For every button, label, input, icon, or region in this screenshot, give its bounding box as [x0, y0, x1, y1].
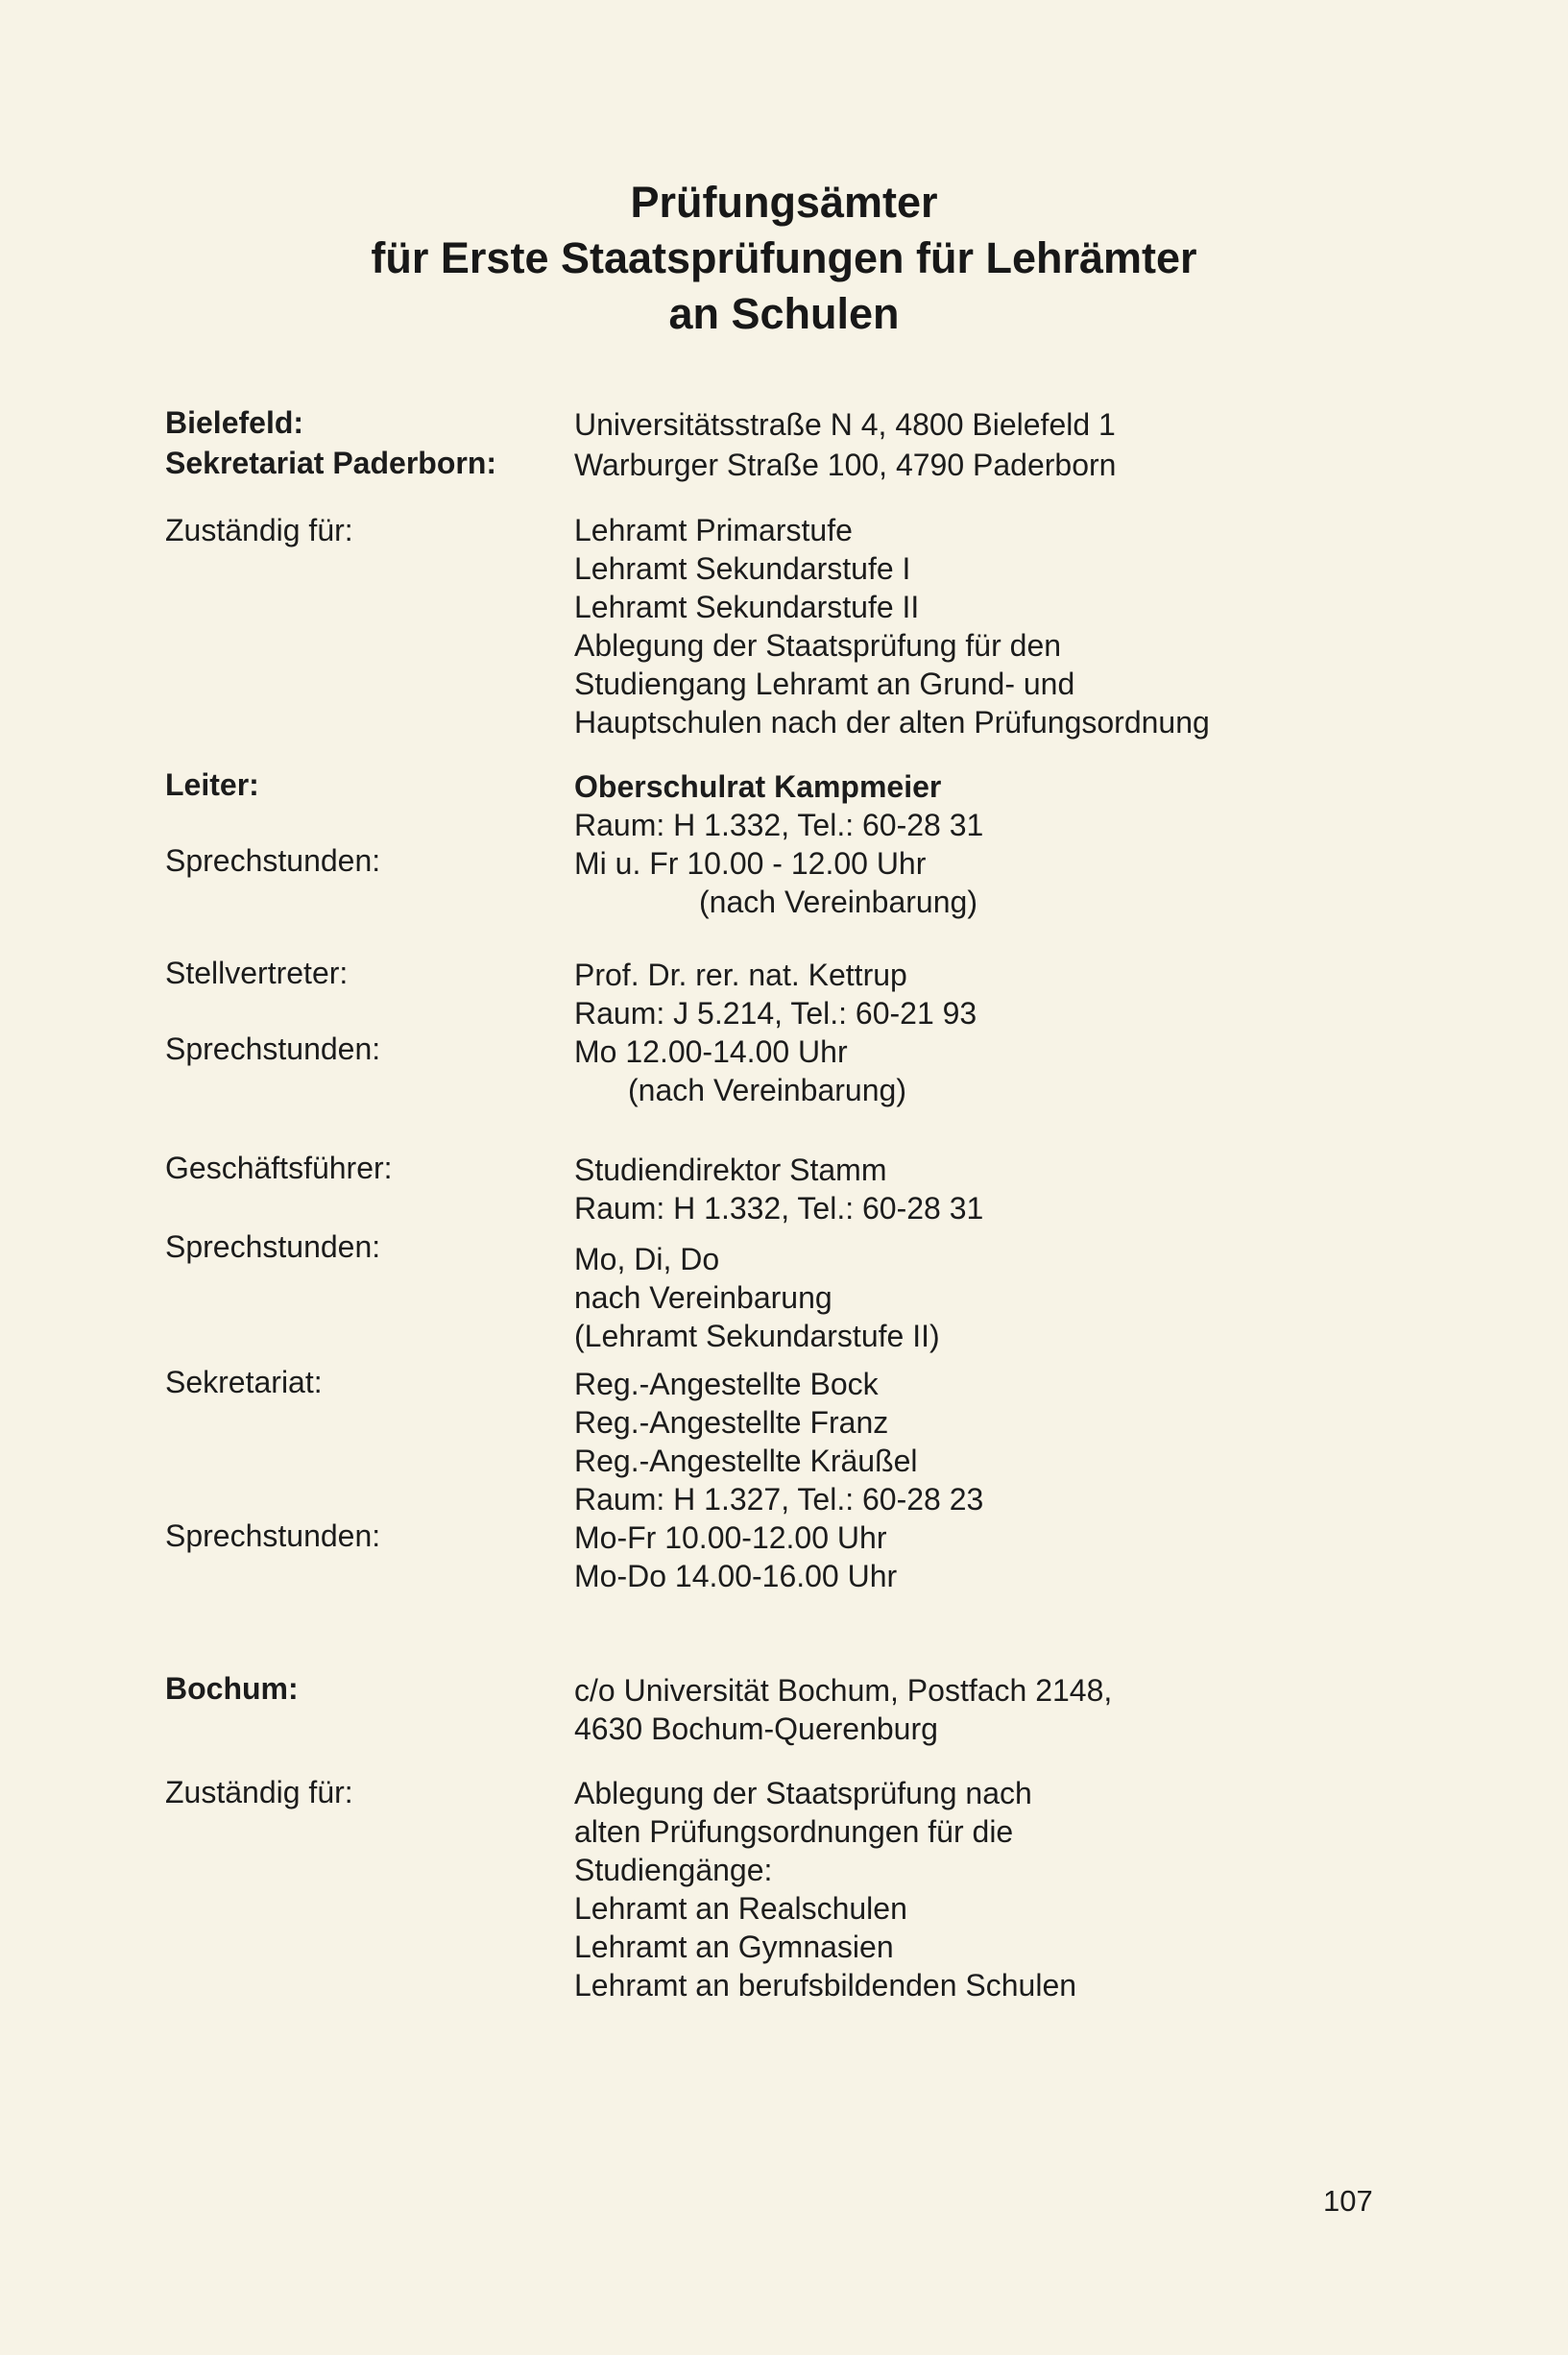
geschaeftsfuehrer-label: Geschäftsführer: [165, 1151, 393, 1185]
bielefeld-address: Universitätsstraße N 4, 4800 Bielefeld 1 [574, 407, 1116, 442]
bochum-address-line: 4630 Bochum-Querenburg [574, 1712, 938, 1746]
title-line-1: Prüfungsämter [630, 178, 938, 227]
leiter-name: Oberschulrat Kampmeier [574, 769, 942, 804]
geschaeftsfuehrer-raum: Raum: H 1.332, Tel.: 60-28 31 [574, 1191, 984, 1226]
stellvertreter-sprechstunden-note: (nach Vereinbarung) [628, 1073, 906, 1107]
leiter-label: Leiter: [165, 767, 259, 802]
stellvertreter-sprechstunden-label: Sprechstunden: [165, 1032, 381, 1066]
sekretariat-sprechstunden-line: Mo-Fr 10.00-12.00 Uhr [574, 1520, 887, 1555]
bielefeld-zustaendig-item: Hauptschulen nach der alten Prüfungsordnung [574, 705, 1210, 740]
geschaeftsfuehrer-sprechstunden-line: Mo, Di, Do [574, 1242, 720, 1276]
bochum-address-line: c/o Universität Bochum, Postfach 2148, [574, 1673, 1113, 1708]
geschaeftsfuehrer-name: Studiendirektor Stamm [574, 1153, 887, 1187]
stellvertreter-name: Prof. Dr. rer. nat. Kettrup [574, 958, 907, 992]
bielefeld-zustaendig-item: Ablegung der Staatsprüfung für den [574, 628, 1062, 663]
sekretariat-raum: Raum: H 1.327, Tel.: 60-28 23 [574, 1482, 984, 1517]
bielefeld-label: Bielefeld: [165, 405, 304, 440]
sekretariat-line: Reg.-Angestellte Bock [574, 1367, 879, 1401]
bochum-zustaendig-item: Ablegung der Staatsprüfung nach [574, 1776, 1032, 1810]
stellvertreter-raum: Raum: J 5.214, Tel.: 60-21 93 [574, 996, 977, 1031]
bielefeld-zustaendig-item: Lehramt Sekundarstufe II [574, 590, 920, 624]
bielefeld-zustaendig-label: Zuständig für: [165, 513, 353, 547]
bochum-zustaendig-item: Lehramt an berufsbildenden Schulen [574, 1968, 1077, 2003]
bochum-zustaendig-item: Studiengänge: [574, 1853, 773, 1887]
leiter-sprechstunden-label: Sprechstunden: [165, 843, 381, 878]
sekretariat-label: Sekretariat: [165, 1365, 323, 1399]
geschaeftsfuehrer-sprechstunden-line: nach Vereinbarung [574, 1280, 832, 1315]
page-number: 107 [1323, 2184, 1373, 2218]
leiter-raum: Raum: H 1.332, Tel.: 60-28 31 [574, 808, 984, 842]
bielefeld-zustaendig-item: Studiengang Lehramt an Grund- und [574, 667, 1075, 701]
bochum-zustaendig-item: Lehramt an Realschulen [574, 1891, 907, 1926]
sekretariat-line: Reg.-Angestellte Kräußel [574, 1444, 918, 1478]
page-title [0, 175, 1568, 342]
bochum-zustaendig-item: Lehramt an Gymnasien [574, 1930, 894, 1964]
bielefeld-zustaendig-item: Lehramt Primarstufe [574, 513, 853, 547]
leiter-sprechstunden-note: (nach Vereinbarung) [699, 885, 977, 919]
sekretariat-paderborn-label: Sekretariat Paderborn: [165, 446, 497, 480]
title-line-2: für Erste Staatsprüfungen für Lehrämter [371, 233, 1197, 282]
bielefeld-zustaendig-item: Lehramt Sekundarstufe I [574, 551, 911, 586]
geschaeftsfuehrer-sprechstunden-line: (Lehramt Sekundarstufe II) [574, 1319, 940, 1353]
bochum-zustaendig-item: alten Prüfungsordnungen für die [574, 1814, 1014, 1849]
stellvertreter-label: Stellvertreter: [165, 956, 349, 990]
bochum-label: Bochum: [165, 1671, 299, 1706]
sekretariat-line: Reg.-Angestellte Franz [574, 1405, 889, 1440]
stellvertreter-sprechstunden: Mo 12.00-14.00 Uhr [574, 1034, 848, 1069]
leiter-sprechstunden: Mi u. Fr 10.00 - 12.00 Uhr [574, 846, 927, 881]
geschaeftsfuehrer-sprechstunden-label: Sprechstunden: [165, 1229, 381, 1264]
sekretariat-paderborn-address: Warburger Straße 100, 4790 Paderborn [574, 448, 1117, 482]
bochum-zustaendig-label: Zuständig für: [165, 1775, 353, 1809]
sekretariat-sprechstunden-line: Mo-Do 14.00-16.00 Uhr [574, 1559, 898, 1593]
title-line-3: an Schulen [668, 289, 900, 338]
sekretariat-sprechstunden-label: Sprechstunden: [165, 1518, 381, 1553]
